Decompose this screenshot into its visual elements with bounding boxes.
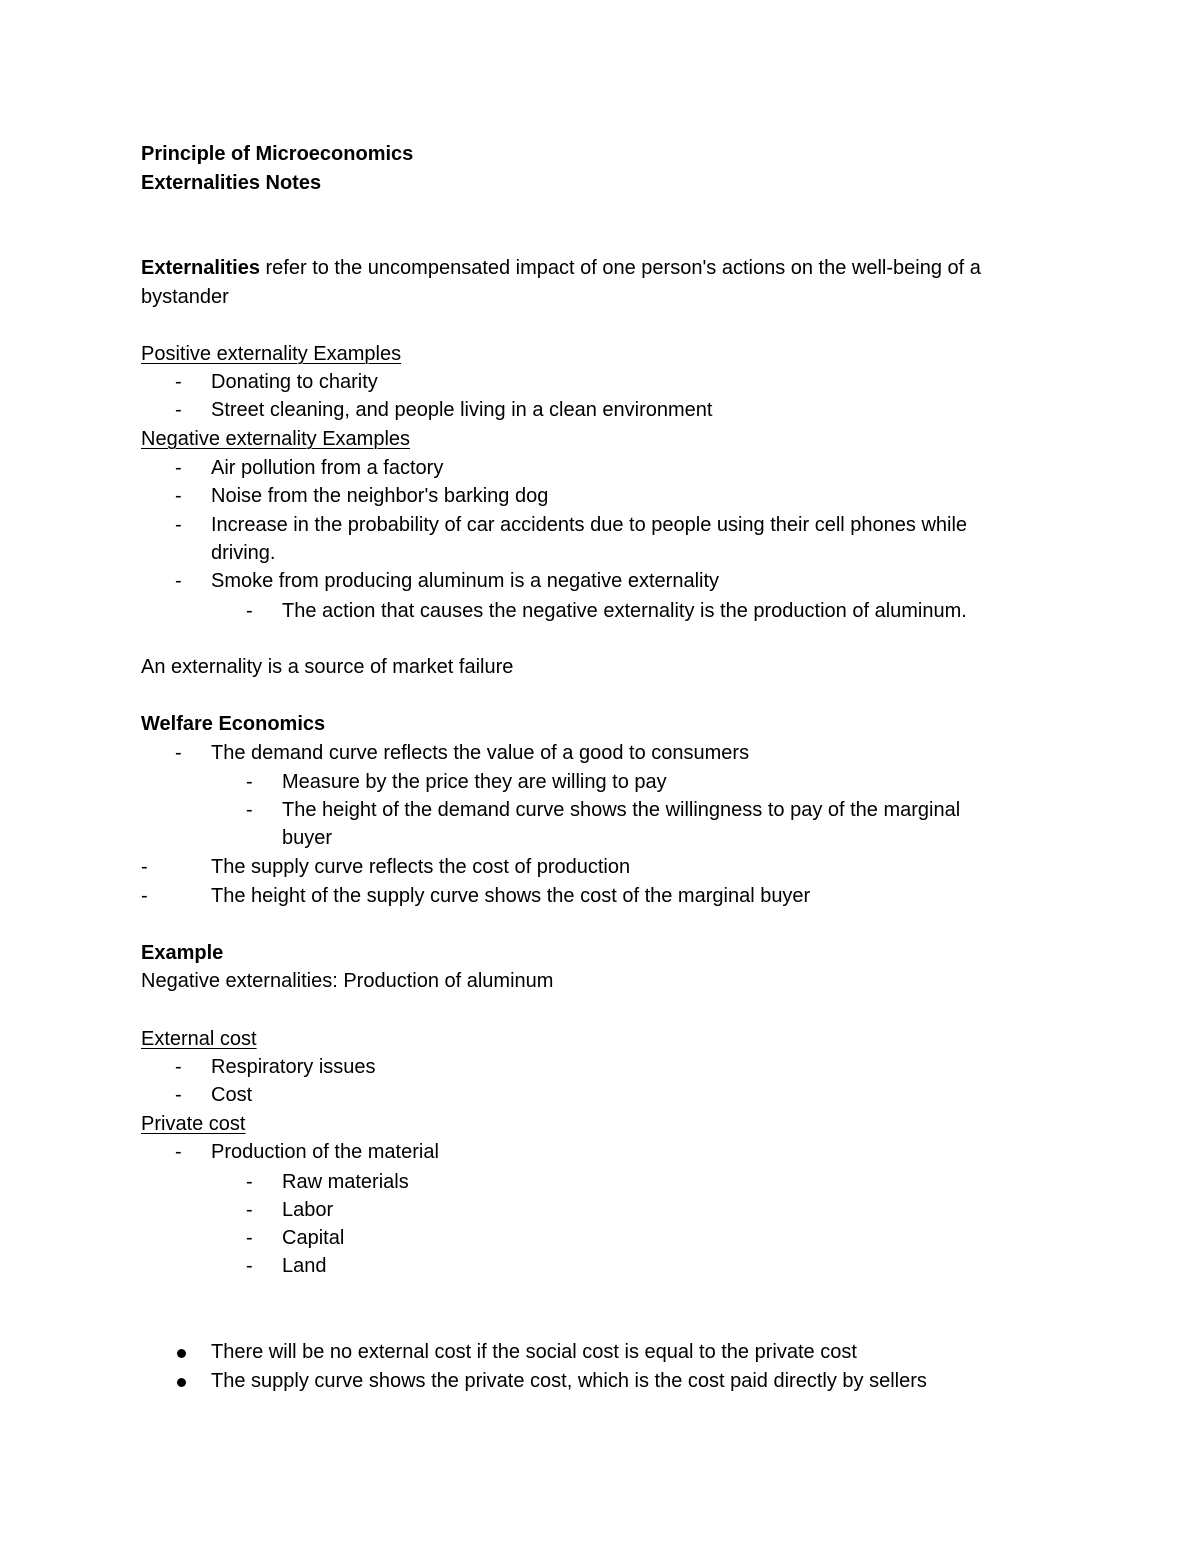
list-item: The height of the supply curve shows the cost of the marginal buyer [211,885,811,907]
positive-heading: Positive externality Examples [141,343,402,365]
private-cost-heading: Private cost [141,1113,246,1135]
list-item: Production of the material [211,1141,439,1163]
list-dash: - [246,1171,253,1193]
sub-list-item: Labor [282,1199,334,1221]
definition-line-2: bystander [141,286,229,308]
sub-list-item: Raw materials [282,1171,409,1193]
list-dash: - [175,1056,182,1078]
list-dash: - [175,570,182,592]
list-dash: - [246,799,253,821]
list-dash: - [246,1255,253,1277]
list-item: Noise from the neighbor's barking dog [211,485,549,507]
example-heading: Example [141,942,224,964]
sub-list-item: Capital [282,1227,345,1249]
example-text: Negative externalities: Production of aluminum [141,970,554,992]
list-dash: - [141,856,148,878]
sub-list-item: Measure by the price they are willing to pay [282,771,667,793]
list-dash: - [246,771,253,793]
list-item: Smoke from producing aluminum is a negative externality [211,570,720,592]
list-dash: - [175,1084,182,1106]
list-item: The supply curve reflects the cost of production [211,856,631,878]
list-item: Respiratory issues [211,1056,376,1078]
list-dash: - [175,371,182,393]
definition-line-1 [141,256,981,280]
bullet-icon [177,1349,186,1358]
list-item: Air pollution from a factory [211,457,444,479]
list-dash: - [175,514,182,536]
sub-list-item: The height of the demand curve shows the willingness to pay of the marginal [282,799,961,821]
list-item-continuation: driving. [211,542,276,564]
list-dash: - [246,1199,253,1221]
list-dash: - [246,1227,253,1249]
list-dash: - [141,885,148,907]
list-dash: - [175,485,182,507]
definition-text: refer to the uncompensated impact of one person's actions on the well-being of a [265,257,981,279]
list-item: The demand curve reflects the value of a good to consumers [211,742,750,764]
list-dash: - [175,399,182,421]
list-dash: - [175,742,182,764]
list-dash: - [175,1141,182,1163]
welfare-heading: Welfare Economics [141,713,326,735]
bullet-item: The supply curve shows the private cost, which is the cost paid directly by sellers [211,1370,927,1392]
market-failure-text: An externality is a source of market failure [141,656,514,678]
document-subtitle: Externalities Notes [141,172,322,194]
list-item: Street cleaning, and people living in a clean environment [211,399,713,421]
list-item: Cost [211,1084,253,1106]
bullet-icon [177,1378,186,1387]
list-dash: - [175,457,182,479]
list-dash: - [246,600,253,622]
sub-list-item: Land [282,1255,327,1277]
list-item: Increase in the probability of car accidents due to people using their cell phones while [211,514,968,536]
external-cost-heading: External cost [141,1028,257,1050]
definition-term: Externalities [141,257,260,279]
sub-list-item: The action that causes the negative externality is the production of aluminum. [282,600,967,622]
document-title: Principle of Microeconomics [141,143,414,165]
list-item: Donating to charity [211,371,378,393]
sub-list-item-continuation: buyer [282,827,333,849]
negative-heading: Negative externality Examples [141,428,411,450]
bullet-item: There will be no external cost if the social cost is equal to the private cost [211,1341,857,1363]
